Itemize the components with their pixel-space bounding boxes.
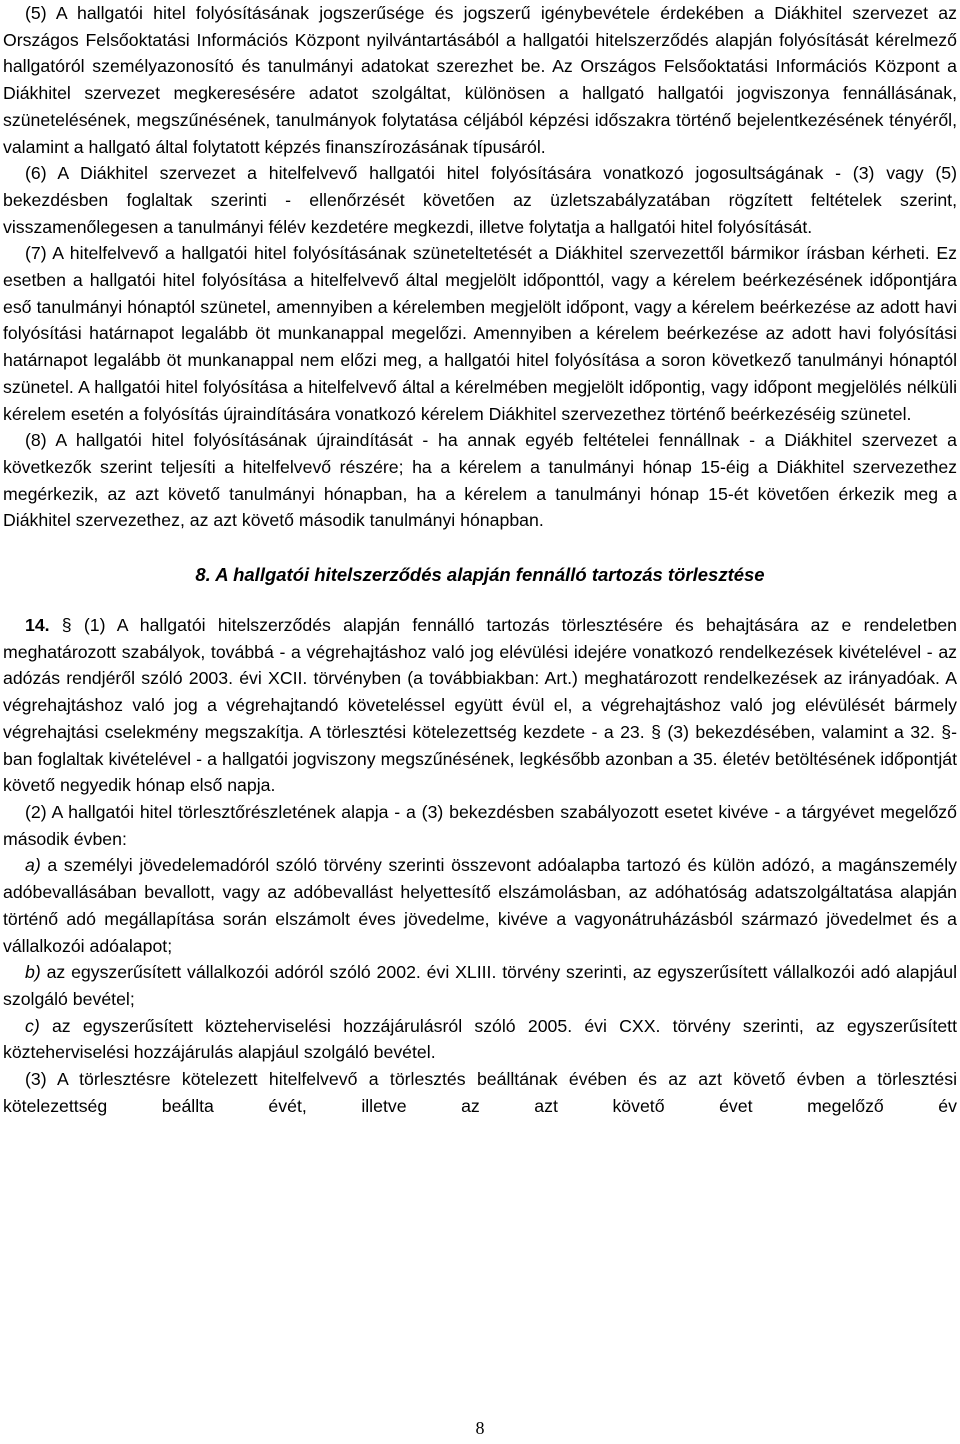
item-b-label: b) [25, 962, 41, 983]
article-14-paragraph-1 [3, 612, 957, 799]
item-a-label: a) [25, 855, 41, 876]
article-14-p1-text: § (1) A hallgatói hitelszerződés alapján fennálló tartozás törlesztésére és behajtására az e rendeletben meghatározott szabályok, továbbá - a végrehajtáshoz való jog elévülési idejére vonatkozó rendelkezések kivételével - az adózás rendjéről szóló 2003. évi XCII. törvényben (a továbbiakban: Art.) meghatározott rendelkezések az irányadóak. A végrehajtáshoz való jog a végrehajtandó követeléssel együtt évül el, a végrehajtáshoz való jog elévülését bármely végrehajtási cselekmény megszakítja. A törlesztési kötelezettség kezdete - a 23. § (3) bekezdésében, valamint a 32. §-ban foglaltak kivételével - a hallgatói jogviszony megszűnésének, legkésőbb azonban a 35. életév betöltésének időpontját követő negyedik hónap első napja. [3, 615, 957, 796]
page-number: 8 [475, 1418, 485, 1438]
item-c-label: c) [25, 1015, 40, 1036]
paragraph-8: (8) A hallgatói hitel folyósításának újraindítását - ha annak egyéb feltételei fennállnak - a Diákhitel szervezet a következők szerint teljesíti a hitelfelvevő részére; ha a kérelem a tanulmányi hónap 15-éig a Diákhitel szervezethez megérkezik, az azt követő tanulmányi hónapban, ha a kérelem a tanulmányi hónap 15-ét követően érkezik meg a Diákhitel szervezethez, az azt követő második tanulmányi hónapban. [3, 430, 957, 531]
item-a-text: a személyi jövedelemadóról szóló törvény szerinti összevont adóalapba tartozó és külön adózó, a magánszemély adóbevallásában bevallott, vagy az adóbevallást helyettesítő elszámolásban, az adóhatóság adatszolgáltatása alapján történő adó megállapítása során elszámolt éves jövedelme, kivéve a vagyonátruházásból származó jövedelmet és a vállalkozói adóalapot; [3, 855, 957, 956]
article-14-paragraph-3: (3) A törlesztésre kötelezett hitelfelvevő a törlesztés beálltának évében és az azt követő évben a törlesztési kötelezettség beállta évét, illetve az azt követő évet megelőző év [3, 1069, 957, 1116]
item-c-text: az egyszerűsített közteherviselési hozzájárulásról szóló 2005. évi CXX. törvény szerinti, az egyszerűsített közteherviselési hozzájárulás alapjául szolgáló bevétel. [3, 1015, 957, 1063]
list-item-a [3, 852, 957, 959]
paragraph-5: (5) A hallgatói hitel folyósításának jogszerűsége és jogszerű igénybevétele érdekében a Diákhitel szervezet az Országos Felsőoktatási Információs Központ nyilvántartásából a hallgatói hitelszerződés alapján folyósítását kérelmező hallgatóról személyazonosító és tanulmányi adatokat szerezhet be. Az Országos Felsőoktatási Információs Központ a Diákhitel szervezet megkeresésére adatot szolgáltat, különösen a hallgató hallgatói jogviszonya fennállásának, szünetelésének, megszűnésének, tanulmányok folytatása céljából képzési időszakra történő bejelentkezésének tényéről, valamint a hallgató által folytatott képzés finanszírozásának típusáról. [3, 3, 957, 157]
item-b-text: az egyszerűsített vállalkozói adóról szóló 2002. évi XLIII. törvény szerinti, az egyszerűsített vállalkozói adó alapjául szolgáló bevétel; [3, 962, 957, 1009]
list-item-b [3, 959, 957, 1012]
document-page [3, 0, 957, 1119]
list-item-c [3, 1013, 957, 1066]
paragraph-6: (6) A Diákhitel szervezet a hitelfelvevő hallgatói hitel folyósítására vonatkozó jogosultságának - (3) vagy (5) bekezdésben foglaltak szerinti - ellenőrzését követően az üzletszabályzatában rögzített feltételek szerint, visszamenőlegesen a tanulmányi félév kezdetére megkezdi, illetve folytatja a hallgatói hitel folyósítását. [3, 163, 957, 237]
paragraph-7: (7) A hitelfelvevő a hallgatói hitel folyósításának szüneteltetését a Diákhitel szervezettől bármikor írásban kérheti. Ez esetben a hallgatói hitel folyósítása a hitelfelvevő által megjelölt időponttól, vagy a kérelem beérkezésének időpontjára eső tanulmányi hónaptól szünetel, amennyiben a kérelemben megjelölt időpont, vagy a kérelem beérkezése az adott havi folyósítási határnapot legalább öt munkanappal megelőzi. Amennyiben a kérelem beérkezése az adott havi folyósítási határnapot legalább öt munkanappal nem előzi meg, a hallgatói hitel folyósítása a soron következő tanulmányi hónaptól szünetel. A hallgatói hitel folyósítása a hitelfelvevő által a kérelmében megjelölt időpontig, vagy időpont megjelölés nélküli kérelem esetén a folyósítás újraindítására vonatkozó kérelem Diákhitel szervezethez történő beérkezéséig szünetel. [3, 243, 957, 424]
article-14-paragraph-2: (2) A hallgatói hitel törlesztőrészletének alapja - a (3) bekezdésben szabályozott esetet kivéve - a tárgyévet megelőző második évben: [3, 801, 957, 849]
article-number: 14. [25, 615, 50, 636]
section-title: 8. A hallgatói hitelszerződés alapján fennálló tartozás törlesztése [195, 564, 765, 586]
